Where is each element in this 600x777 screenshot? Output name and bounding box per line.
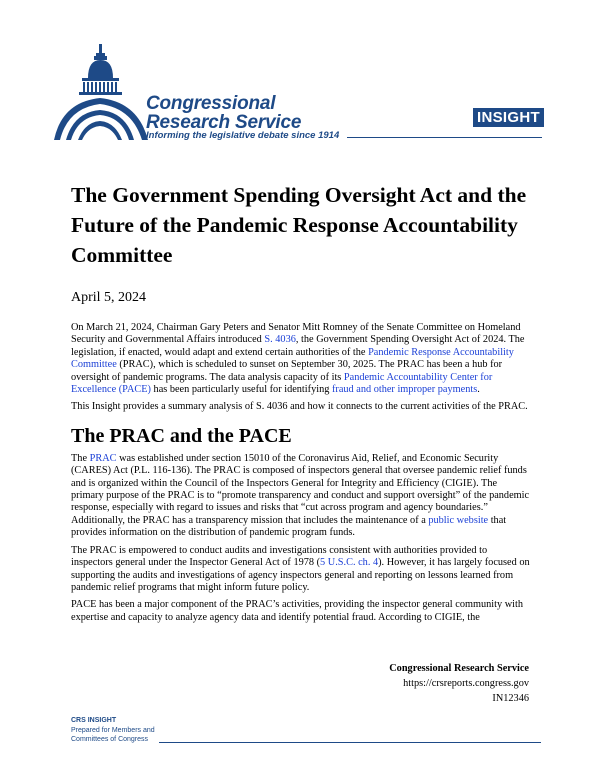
prac-home-link[interactable]: PRAC (89, 452, 117, 464)
tagline-divider (347, 137, 542, 138)
capitol-dome-logo-icon (52, 44, 152, 140)
text-span: , the Government Spending Oversight Act of 2024. The legislation, if enacted, would adapt and extend certain authorities of the (71, 334, 525, 358)
paragraph-4 (71, 545, 531, 595)
paragraph-3 (71, 453, 531, 540)
usc-link[interactable]: 5 U.S.C. ch. 4 (320, 557, 379, 569)
pace-link[interactable]: Pandemic Accountability Center for Excellence (PACE) (71, 371, 493, 396)
tagline: Informing the legislative debate since 1914 (146, 130, 340, 141)
footer-line-2: Committees of Congress (71, 736, 149, 743)
footer-url: https://crsreports.congress.gov (403, 678, 529, 689)
footer-left (71, 716, 155, 745)
paragraph-1 (71, 322, 531, 396)
text-span: The PRAC is empowered to conduct audits and investigations consistent with authorities provided to inspectors general under the Inspector General Act of 1978 ( (71, 544, 488, 569)
text-span: On March 21, 2024, Chairman Gary Peters and Senator Mitt Romney of the Senate Committee on Homeland Security and Governmental Affairs introduced (71, 322, 521, 346)
text-span: has been particularly useful for identifying (150, 384, 332, 396)
footer-right (389, 661, 529, 706)
paragraph-2: This Insight provides a summary analysis of S. 4036 and how it connects to the current activities of the PRAC. (71, 401, 528, 413)
text-span: ). However, it has largely focused on supporting the audits and investigations of agency inspectors general and reporting on lessons learned from pandemic relief programs that might inform future policy. (71, 557, 530, 593)
document-body (71, 322, 531, 629)
document-title: The Government Spending Oversight Act and the Future of the Pandemic Response Accountability Committee (71, 183, 527, 267)
document-date: April 5, 2024 (71, 290, 147, 305)
footer-divider (159, 742, 541, 743)
brand-line-2: Research Service (146, 112, 302, 133)
section-heading: The PRAC and the PACE (71, 424, 292, 447)
text-span: . (477, 384, 480, 396)
prac-link[interactable]: Pandemic Response Accountability Committee (71, 346, 514, 371)
brand-wordmark (146, 94, 301, 132)
paragraph-5: PACE has been a major component of the PRAC’s activities, providing the inspector general community with expertise and capacity to analyze agency data and identify potential fraud. According to CIGIE, the (71, 599, 524, 623)
brand-line-1: Congressional (146, 93, 276, 114)
text-span: was established under section 15010 of the Coronavirus Aid, Relief, and Economic Security (CARES) Act (P.L. 116-136). The PRAC is composed of inspectors general that oversee pandemic relief funds and is organized within the Council of the Inspectors General for Integrity and Efficiency (CIGIE). The primary purpose of the PRAC is to “promote transparency and conduct and support oversight” of the pandemic response, especially with regard to issues and risks that “cut across program and agency boundaries.” Additionally, the PRAC has a transparency mission that includes the maintenance of a (71, 452, 530, 526)
s4036-link[interactable]: S. 4036 (264, 334, 296, 346)
public-website-link[interactable]: public website (428, 514, 489, 526)
footer-org: Congressional Research Service (389, 663, 529, 674)
insight-badge: INSIGHT (473, 108, 544, 127)
footer-line-1: Prepared for Members and (71, 726, 155, 734)
footer-id: IN12346 (492, 693, 529, 704)
text-span: The (71, 452, 90, 464)
footer-label: CRS INSIGHT (71, 717, 117, 724)
text-span: (PRAC), which is scheduled to sunset on September 30, 2025. The PRAC has been a hub for oversight of pandemic programs. The data analysis capacity of its (71, 359, 503, 383)
improper-payments-link[interactable]: fraud and other improper payments (331, 384, 478, 396)
text-span: that provides information on the distribution of pandemic program funds. (71, 514, 507, 539)
